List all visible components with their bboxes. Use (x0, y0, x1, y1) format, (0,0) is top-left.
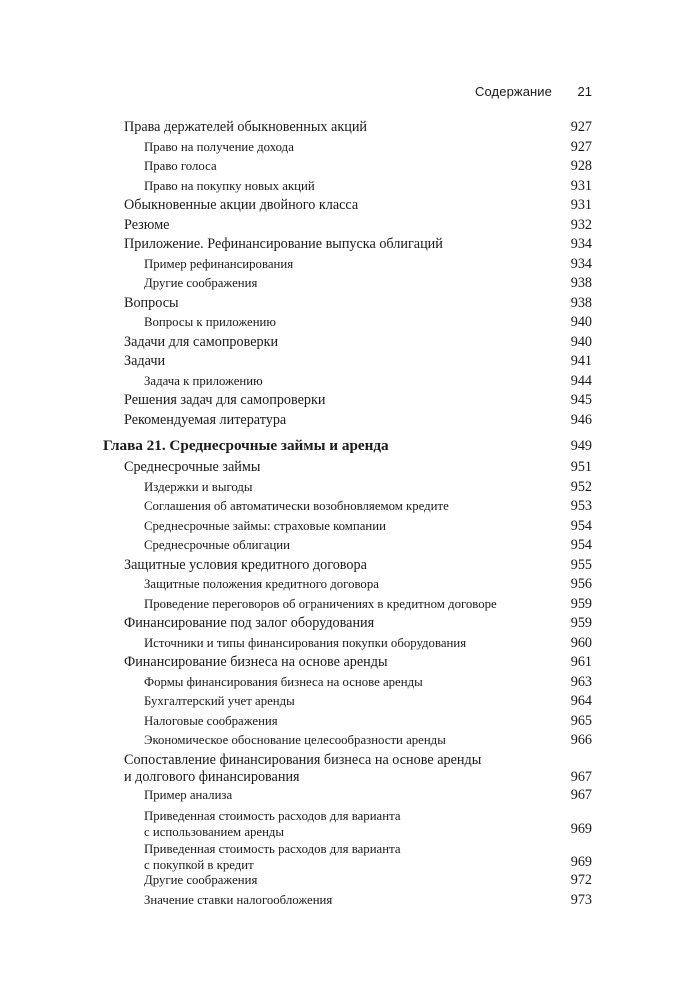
toc-section-entry (0, 294, 694, 314)
toc-entry-page: 934 (570, 236, 592, 252)
toc-entry-title-line: Среднесрочные займы: страховые компании (144, 518, 386, 533)
toc-entry-page: 927 (570, 138, 592, 155)
toc-subsection-entry (0, 274, 694, 294)
toc-entry-title (144, 577, 379, 592)
toc-subsection-entry (0, 595, 694, 615)
toc-entry-title (144, 374, 263, 389)
toc-entry-page: 928 (570, 158, 592, 174)
toc-entry-page: 953 (570, 498, 592, 514)
toc-entry-page: 959 (570, 615, 592, 631)
toc-entry-title-line: Пример анализа (144, 787, 233, 802)
toc-entry-title-line: Пример рефинансирования (144, 256, 294, 271)
toc-section-entry (0, 196, 694, 216)
toc-section-entry (0, 391, 694, 411)
toc-section-entry (0, 216, 694, 236)
toc-entry-title (144, 538, 290, 553)
toc-entry-title-line: Издержки и выгоды (144, 479, 253, 494)
toc-entry-title-line: Глава 21. Среднесрочные займы и аренда (103, 437, 389, 454)
toc-subsection-entry (0, 891, 694, 911)
toc-subsection-entry (0, 517, 694, 537)
toc-entry-title (124, 752, 481, 786)
running-head: Содержание (475, 84, 552, 99)
toc-subsection-entry (0, 536, 694, 556)
toc-entry-title-line: Вопросы (124, 294, 179, 311)
toc-entry-title-line: Значение ставки налогообложения (144, 892, 333, 907)
toc-subsection-entry (0, 871, 694, 891)
toc-entry-title (144, 636, 466, 651)
toc-entry-title (124, 119, 367, 136)
toc-section-entry (0, 614, 694, 634)
toc-entry-title-line: Защитные положения кредитного договора (144, 577, 379, 591)
toc-subsection-entry (0, 497, 694, 517)
toc-entry-page: 963 (570, 673, 592, 690)
toc-entry-title (124, 557, 367, 574)
toc-entry-title-line: Права держателей обыкновенных акций (124, 119, 368, 135)
toc-entry-title (103, 437, 389, 455)
toc-entry-title (144, 480, 253, 495)
page-number: 21 (577, 84, 592, 99)
toc-entry-title-line: Право на покупку новых акций (144, 178, 315, 193)
toc-entry-page: 967 (570, 786, 592, 803)
toc-entry-title (144, 257, 293, 272)
toc-entry-title (124, 295, 179, 312)
toc-entry-title-line: Источники и типы финансирования покупки оборудования (144, 635, 467, 650)
toc-entry-page: 954 (570, 517, 592, 534)
toc-entry-title-line: Формы финансирования бизнеса на основе аренды (144, 674, 423, 689)
toc-entry-title-line: Рекомендуемая литература (124, 411, 287, 428)
toc-entry-title-line: Экономическое обоснование целесообразности аренды (144, 733, 446, 747)
toc-entry-title-line: с покупкой в кредит (144, 858, 254, 872)
toc-entry-page: 956 (570, 576, 592, 592)
toc-entry-title (144, 808, 401, 840)
toc-entry-title (124, 197, 358, 214)
toc-entry-title (124, 654, 388, 671)
toc-entry-title (144, 893, 332, 908)
toc-entry-title (124, 217, 169, 234)
toc-entry-title (144, 841, 401, 873)
table-of-contents (0, 118, 694, 910)
toc-subsection-entry (0, 138, 694, 158)
toc-entry-title-line: Налоговые соображения (144, 713, 278, 728)
toc-entry-page: 944 (570, 372, 592, 389)
toc-subsection-entry (0, 177, 694, 197)
toc-entry-title (144, 179, 315, 194)
toc-entry-page: 961 (570, 654, 592, 670)
toc-entry-title-line: Сопоставление финансирования бизнеса на основе аренды (124, 751, 482, 768)
toc-entry-title (124, 392, 326, 409)
toc-entry-title-line: Соглашения об автоматически возобновляемом кредите (144, 499, 449, 513)
toc-entry-page: 960 (570, 634, 592, 651)
toc-entry-title (124, 334, 278, 351)
toc-entry-title-line: Другие соображения (144, 276, 258, 290)
toc-section-entry (0, 352, 694, 372)
toc-entry-title-line: и долгового финансирования (124, 768, 300, 785)
toc-subsection-entry (0, 157, 694, 177)
toc-entry-page: 967 (570, 768, 592, 785)
toc-subsection-entry (0, 478, 694, 498)
toc-entry-page: 954 (570, 537, 592, 553)
toc-entry-page: 927 (570, 119, 592, 135)
toc-entry-page: 973 (570, 891, 592, 908)
toc-entry-title (144, 733, 446, 748)
toc-entry-title-line: Финансирование бизнеса на основе аренды (124, 654, 388, 670)
toc-subsection-entry (0, 692, 694, 712)
toc-entry-page: 945 (570, 392, 592, 408)
toc-entry-page: 969 (570, 821, 592, 837)
toc-entry-title-line: Среднесрочные займы (124, 459, 261, 475)
toc-entry-title-line: с использованием аренды (144, 825, 285, 839)
toc-entry-title-line: Приведенная стоимость расходов для варианта (144, 842, 401, 856)
toc-section-entry (0, 235, 694, 255)
toc-entry-title (144, 140, 294, 155)
toc-subsection-entry (0, 712, 694, 732)
toc-subsection-entry (0, 786, 694, 806)
toc-entry-title-line: Другие соображения (144, 873, 258, 887)
toc-section-entry (0, 751, 694, 786)
toc-entry-page: 951 (570, 459, 592, 475)
toc-entry-page: 931 (570, 197, 592, 213)
toc-entry-page: 940 (570, 333, 592, 350)
toc-entry-page: 938 (570, 275, 592, 291)
toc-subsection-entry (0, 673, 694, 693)
toc-section-entry (0, 411, 694, 431)
toc-entry-page: 969 (570, 854, 592, 870)
toc-entry-page: 964 (570, 693, 592, 709)
toc-entry-title-line: Задачи для самопроверки (124, 333, 279, 350)
toc-entry-page: 932 (570, 216, 592, 233)
toc-subsection-entry (0, 372, 694, 392)
toc-entry-page: 931 (570, 177, 592, 194)
toc-entry-page: 966 (570, 732, 592, 748)
toc-entry-title (124, 353, 165, 370)
toc-entry-title-line: Проведение переговоров об ограничениях в кредитном договоре (144, 596, 497, 611)
toc-subsection-entry (0, 255, 694, 275)
toc-entry-title-line: Приложение. Рефинансирование выпуска облигаций (124, 236, 443, 252)
toc-entry-title (144, 675, 423, 690)
toc-entry-page: 940 (570, 314, 592, 330)
toc-entry-title-line: Вопросы к приложению (144, 315, 276, 329)
toc-entry-page: 941 (570, 353, 592, 369)
toc-entry-title-line: Финансирование под залог оборудования (124, 615, 375, 631)
toc-entry-title (124, 236, 443, 253)
toc-entry-title (144, 276, 257, 291)
toc-subsection-entry (0, 313, 694, 333)
toc-entry-title (144, 315, 276, 330)
toc-section-entry (0, 556, 694, 576)
toc-entry-title-line: Обыкновенные акции двойного класса (124, 197, 359, 213)
toc-entry-page: 946 (570, 411, 592, 428)
toc-entry-page: 938 (570, 294, 592, 311)
toc-entry-page: 959 (570, 595, 592, 612)
toc-entry-title-line: Задачи (124, 353, 166, 369)
toc-entry-page: 952 (570, 478, 592, 495)
toc-entry-title-line: Право голоса (144, 159, 217, 173)
toc-subsection-entry (0, 838, 694, 871)
toc-section-entry (0, 333, 694, 353)
toc-entry-title (144, 519, 386, 534)
toc-subsection-entry (0, 575, 694, 595)
toc-subsection-entry (0, 731, 694, 751)
toc-entry-title (124, 459, 260, 476)
toc-entry-title (144, 597, 497, 612)
toc-entry-page: 955 (570, 556, 592, 573)
toc-entry-title-line: Резюме (124, 216, 170, 233)
toc-entry-title-line: Право на получение дохода (144, 139, 294, 154)
toc-entry-page: 949 (570, 438, 592, 454)
toc-subsection-entry (0, 805, 694, 838)
toc-entry-title-line: Приведенная стоимость расходов для варианта (144, 809, 401, 823)
toc-entry-title (144, 788, 232, 803)
toc-entry-title-line: Среднесрочные облигации (144, 538, 291, 552)
toc-section-entry (0, 458, 694, 478)
toc-subsection-entry (0, 634, 694, 654)
toc-entry-title-line: Задача к приложению (144, 373, 263, 388)
toc-entry-title-line: Бухгалтерский учет аренды (144, 694, 295, 708)
toc-entry-page: 972 (570, 872, 592, 888)
toc-chapter-entry (0, 436, 694, 457)
toc-entry-title (144, 873, 257, 888)
toc-entry-title (144, 159, 217, 174)
page-header (0, 84, 694, 102)
toc-entry-title (144, 714, 278, 729)
toc-section-entry (0, 653, 694, 673)
toc-entry-title (124, 615, 374, 632)
toc-entry-title-line: Решения задач для самопроверки (124, 392, 326, 408)
toc-entry-title (124, 412, 286, 429)
toc-entry-page: 965 (570, 712, 592, 729)
toc-entry-page: 934 (570, 255, 592, 272)
toc-entry-title-line: Защитные условия кредитного договора (124, 556, 367, 573)
toc-entry-title (144, 499, 449, 514)
toc-section-entry (0, 118, 694, 138)
toc-entry-title (144, 694, 295, 709)
